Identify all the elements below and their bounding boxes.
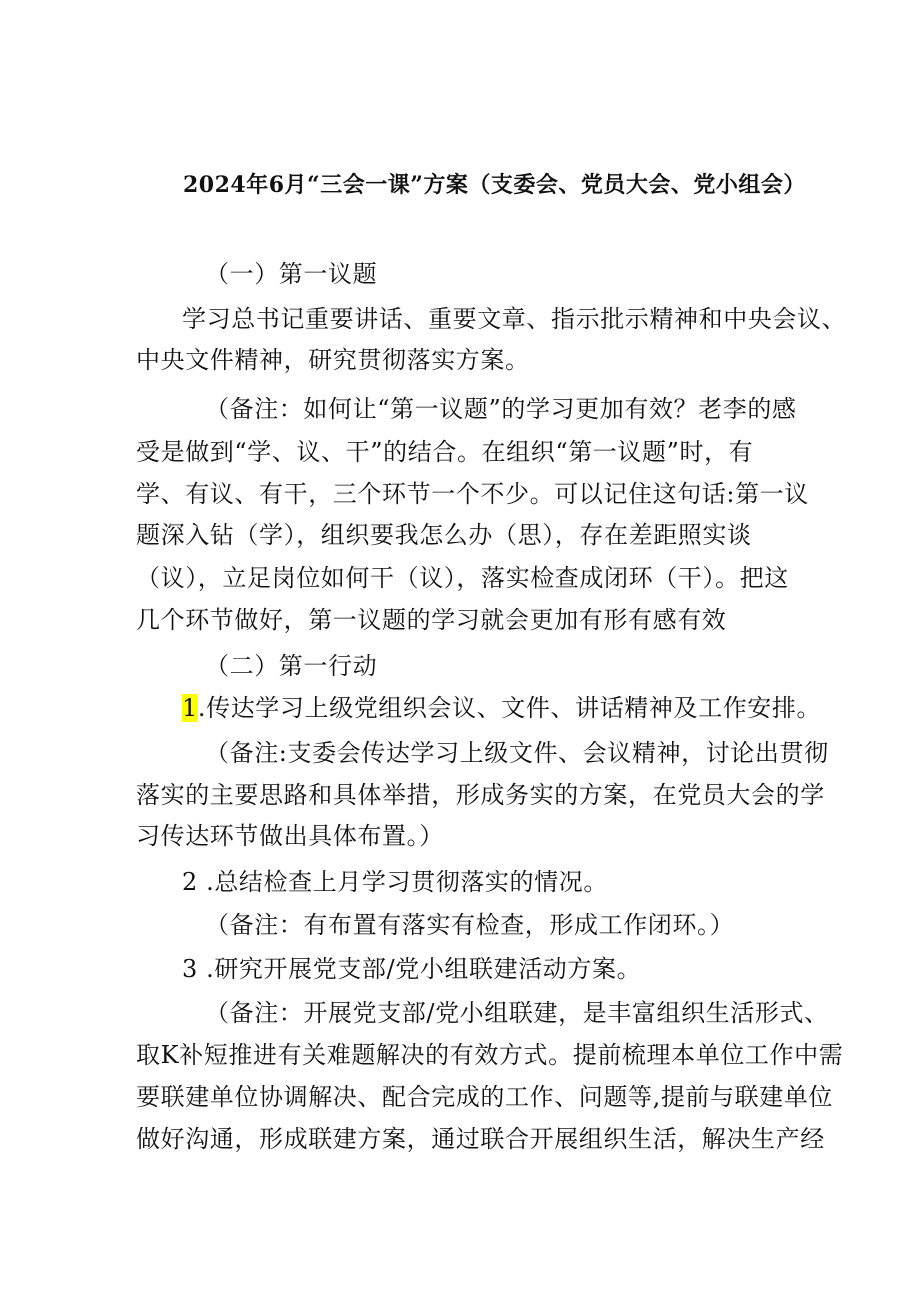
- paragraph-line: 学习总书记重要讲话、重要文章、指示批示精神和中央会议、: [182, 305, 847, 333]
- list-item-3: 3 .研究开展党支部/党小组联建活动方案。: [182, 955, 642, 983]
- list-item-2: 2 .总结检查上月学习贯彻落实的情况。: [182, 868, 608, 896]
- note-line: 取K补短推进有关难题解决的有效方式。提前梳理本单位工作中需: [136, 1041, 844, 1069]
- note-line: 落实的主要思路和具体举措，形成务实的方案，在党员大会的学: [136, 781, 825, 809]
- section-heading-first-topic: （一）第一议题: [205, 260, 378, 288]
- note-line: 几个环节做好，第一议题的学习就会更加有形有感有效: [136, 606, 727, 634]
- paragraph-line: 中央文件精神，研究贯彻落实方案。: [136, 346, 530, 374]
- note-line: （备注：开展党支部/党小组联建，是丰富组织生活形式、: [205, 999, 829, 1027]
- note-line: 做好沟通，形成联建方案，通过联合开展组织生活，解决生产经: [136, 1125, 825, 1153]
- note-line: 受是做到“学、议、干”的结合。在组织“第一议题”时，有: [136, 438, 754, 466]
- note-line: （备注：如何让“第一议题”的学习更加有效？老李的感: [205, 395, 797, 423]
- note-line: （备注：有布置有落实有检查，形成工作闭环。）: [205, 911, 735, 939]
- note-line: 学、有议、有干，三个环节一个不少。可以记住这句话:第一议: [136, 480, 809, 508]
- note-line: （备注:支委会传达学习上级文件、会议精神，讨论出贯彻: [205, 739, 829, 767]
- note-line: 要联建单位协调解决、配合完成的工作、问题等,提前与联建单位: [136, 1083, 834, 1111]
- list-item-1: [182, 692, 821, 724]
- note-line: 题深入钻（学），组织要我怎么办（思），存在差距照实谈: [136, 521, 752, 549]
- highlighted-number: 1: [182, 694, 198, 722]
- list-item-text: .传达学习上级党组织会议、文件、讲话精神及工作安排。: [197, 694, 822, 722]
- note-line: （议），立足岗位如何干（议），落实检查成闭环（干）。把这: [136, 564, 789, 592]
- document-title: 2024年6月“三会一课”方案（支委会、党员大会、党小组会）: [183, 172, 806, 198]
- section-heading-first-action: （二）第一行动: [205, 652, 378, 680]
- note-line: 习传达环节做出具体布置。）: [136, 822, 444, 850]
